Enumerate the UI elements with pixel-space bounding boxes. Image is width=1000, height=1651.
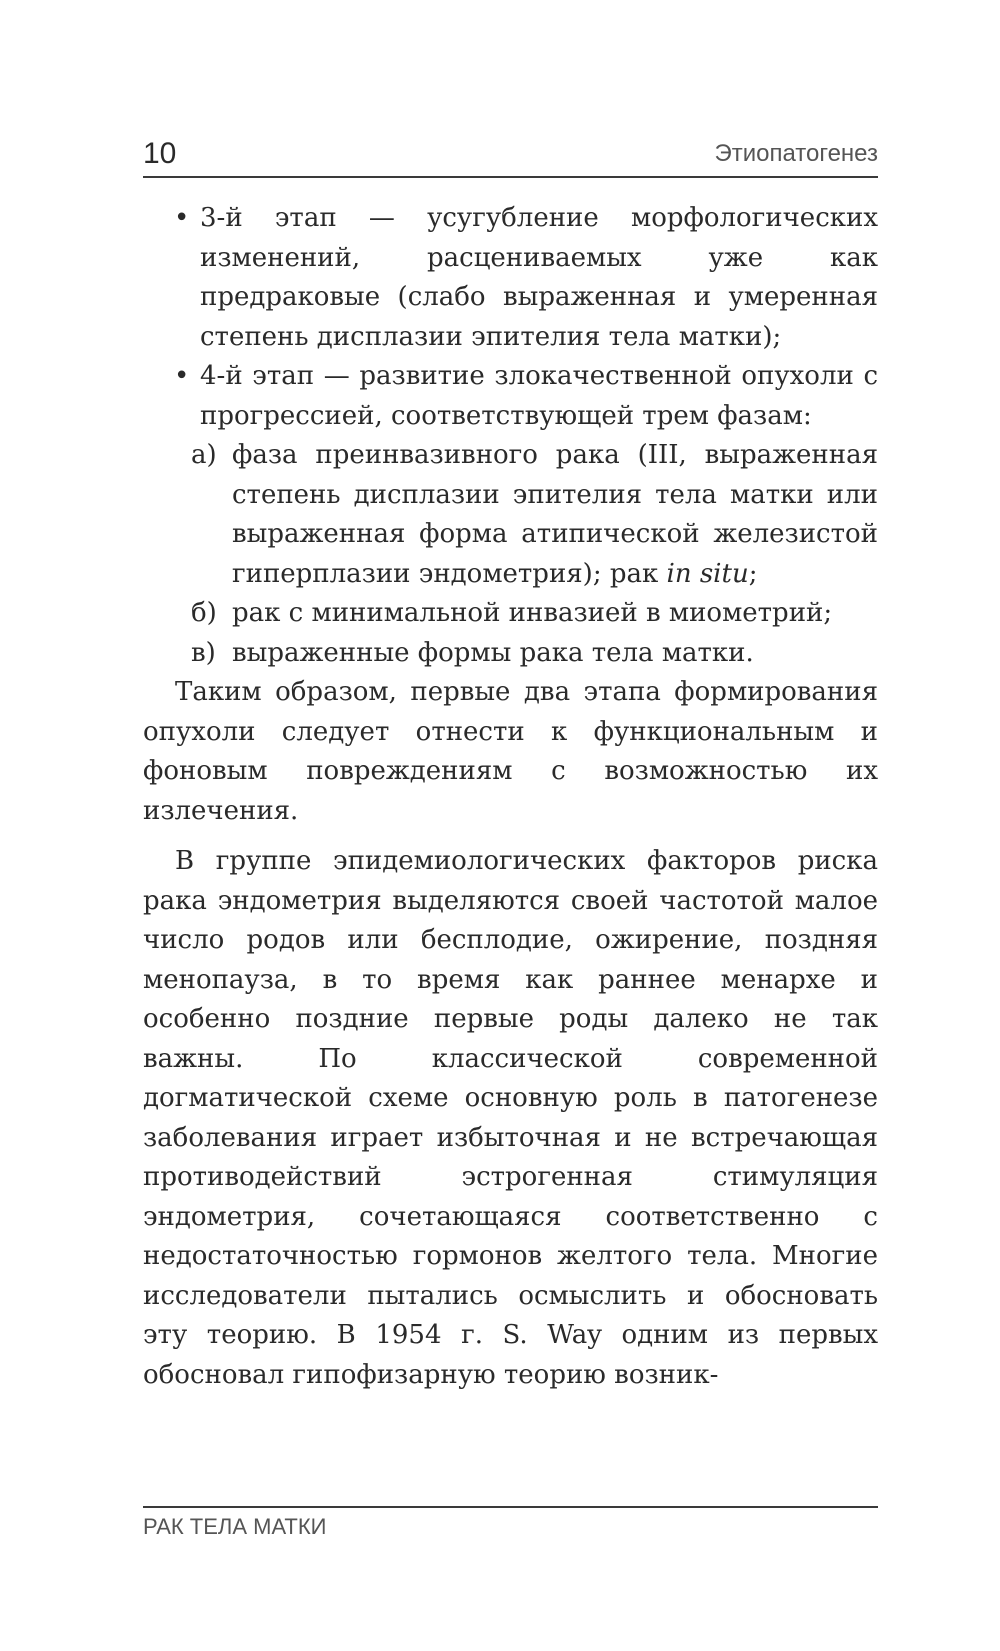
page-number: 10 [143, 137, 177, 170]
phase-text-italic: in situ [666, 558, 749, 589]
phase-marker: в) [191, 637, 216, 668]
stage-item-3 [143, 199, 878, 357]
body-text [143, 199, 878, 1395]
section-title: Этиопатогенез [714, 140, 878, 167]
stage-text: 4-й этап — развитие злокачественной опухоли с прогрессией, соответствующей трем фазам: [200, 361, 878, 431]
book-title: РАК ТЕЛА МАТКИ [143, 1514, 327, 1539]
phase-marker: а) [191, 440, 217, 470]
book-page [143, 0, 878, 1651]
running-header [143, 134, 878, 178]
phase-item-a [143, 436, 878, 594]
bullet-icon: • [174, 203, 190, 233]
phase-list [143, 436, 878, 673]
phase-text: рак с минимальной инвазией в миометрий; [232, 598, 833, 628]
paragraph: Таким образом, первые два этапа формирования опухоли следует отнести к функциональным и фоновым повреждениям с возможностью их излечения. [143, 677, 878, 826]
bullet-icon: • [174, 361, 190, 391]
phase-text: выраженные формы рака тела матки. [232, 637, 754, 668]
stage-text: 3-й этап — усугубление морфологических изменений, расцениваемых уже как предраковые (слабо выраженная и умеренная степень дисплазии эпителия тела матки); [200, 203, 878, 352]
phase-text-end: ; [748, 558, 758, 589]
paragraph: В группе эпидемиологических факторов риска рака эндометрия выделяются своей частотой малое число родов или бесплодие, ожирение, поздняя менопауза, в то время как раннее менархе и особенно поздние первые роды далеко не так важны. По классической современной догматической схеме основную роль в патогенезе заболевания играет избыточная и не встречающая противодействий эстрогенная стимуляция эндометрия, сочетающаяся соответственно с недостаточностью гормонов желтого тела. Многие исследователи пытались осмыслить и обосновать эту теорию. В 1954 г. S. Way одним из первых обосновал гипофизарную теорию возник- [143, 846, 878, 1390]
phase-item-b [143, 594, 878, 634]
stage-item-4 [143, 357, 878, 436]
running-footer [143, 1506, 878, 1542]
phase-text: фаза преинвазивного рака (III, выраженная степень дисплазии эпителия тела матки или выраженная форма атипической железистой гиперплазии эндометрия); рак [232, 440, 878, 589]
phase-marker: б) [191, 598, 217, 628]
phase-item-c [143, 634, 878, 674]
stage-list [143, 199, 878, 436]
